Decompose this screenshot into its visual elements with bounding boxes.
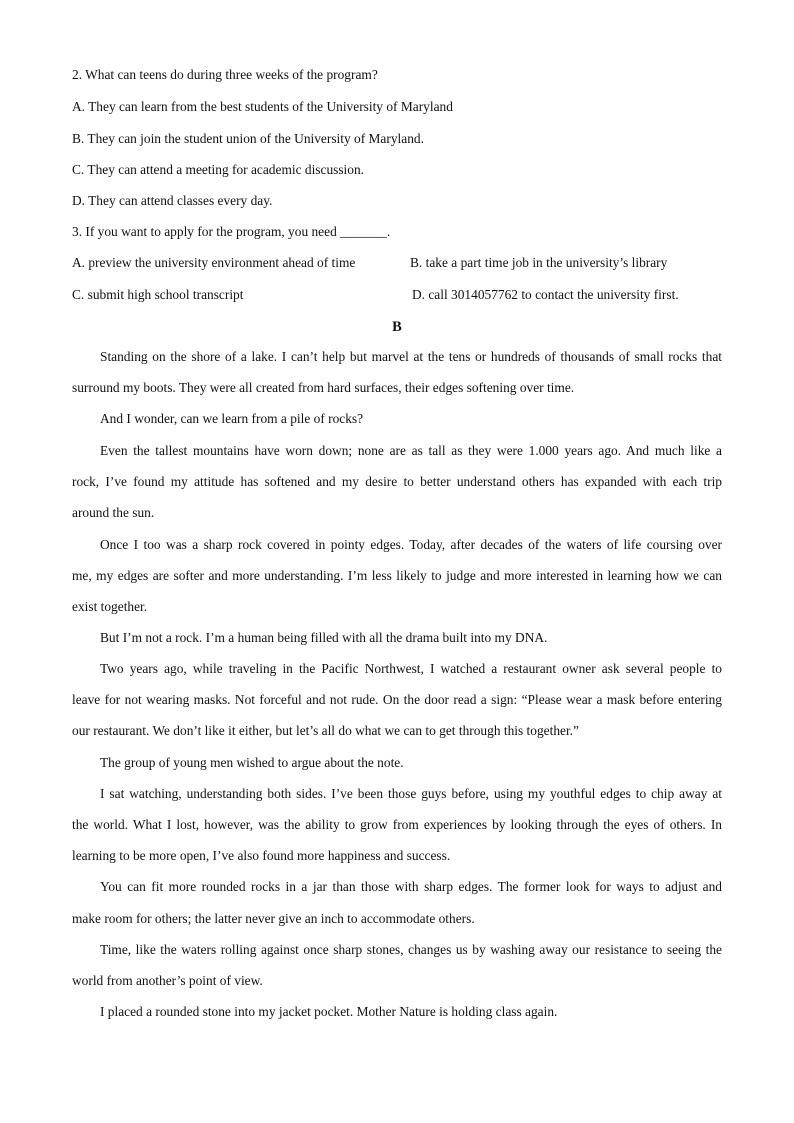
passage-line: learning to be more open, I’ve also found more happiness and success.: [72, 848, 451, 863]
passage-line: leave for not wearing masks. Not forceful and not rude. On the door read a sign: “Please wear a mask before entering: [72, 692, 722, 707]
passage-line: Even the tallest mountains have worn down; none are as tall as they were 1.000 years ago. And much like a: [100, 443, 722, 458]
question-2-option-c: C. They can attend a meeting for academic discussion.: [72, 162, 365, 177]
passage-line: me, my edges are softer and more understanding. I’m less likely to judge and more interested in learning how we can: [72, 568, 722, 583]
passage-line: Standing on the shore of a lake. I can’t help but marvel at the tens or hundreds of thousands of small rocks that: [100, 349, 722, 364]
passage-line: the world. What I lost, however, was the ability to grow from experiences by looking through the eyes of others. In: [72, 817, 722, 832]
passage-line: rock, I’ve found my attitude has softened and my desire to better understand others has expanded with each trip: [72, 474, 722, 489]
question-3-option-c: C. submit high school transcript: [72, 287, 244, 302]
question-3-option-a: A. preview the university environment ahead of time: [72, 255, 356, 270]
question-3-option-d: D. call 3014057762 to contact the university first.: [412, 287, 679, 302]
passage-line: our restaurant. We don’t like it either, but let’s all do what we can to get through this together.”: [72, 723, 579, 738]
passage-line: Time, like the waters rolling against once sharp stones, changes us by washing away our resistance to seeing the: [100, 942, 722, 957]
question-3-option-b: B. take a part time job in the university’s library: [410, 255, 668, 270]
question-2-option-d: D. They can attend classes every day.: [72, 193, 273, 208]
passage-line: You can fit more rounded rocks in a jar than those with sharp edges. The former look for ways to adjust and: [100, 879, 722, 894]
passage-line: And I wonder, can we learn from a pile of rocks?: [100, 411, 364, 426]
passage-line: Two years ago, while traveling in the Pacific Northwest, I watched a restaurant owner ask several people to: [100, 661, 722, 676]
passage-line: world from another’s point of view.: [72, 973, 263, 988]
passage-line: surround my boots. They were all created from hard surfaces, their edges softening over time.: [72, 380, 575, 395]
question-2-option-b: B. They can join the student union of the University of Maryland.: [72, 131, 424, 146]
passage-line: The group of young men wished to argue about the note.: [100, 755, 404, 770]
passage-line: make room for others; the latter never give an inch to accommodate others.: [72, 911, 475, 926]
section-heading: B: [392, 319, 402, 335]
passage-line: exist together.: [72, 599, 148, 614]
passage-line: But I’m not a rock. I’m a human being filled with all the drama built into my DNA.: [100, 630, 548, 645]
question-3-stem: 3. If you want to apply for the program, you need _______.: [72, 224, 391, 239]
passage-line: I sat watching, understanding both sides. I’ve been those guys before, using my youthful edges to chip away at: [100, 786, 722, 801]
passage-line: Once I too was a sharp rock covered in pointy edges. Today, after decades of the waters of life coursing over: [100, 537, 722, 552]
question-2-option-a: A. They can learn from the best students of the University of Maryland: [72, 99, 453, 114]
passage-line: around the sun.: [72, 505, 155, 520]
passage-line: I placed a rounded stone into my jacket pocket. Mother Nature is holding class again.: [100, 1004, 558, 1019]
question-2-stem: 2. What can teens do during three weeks of the program?: [72, 67, 378, 82]
